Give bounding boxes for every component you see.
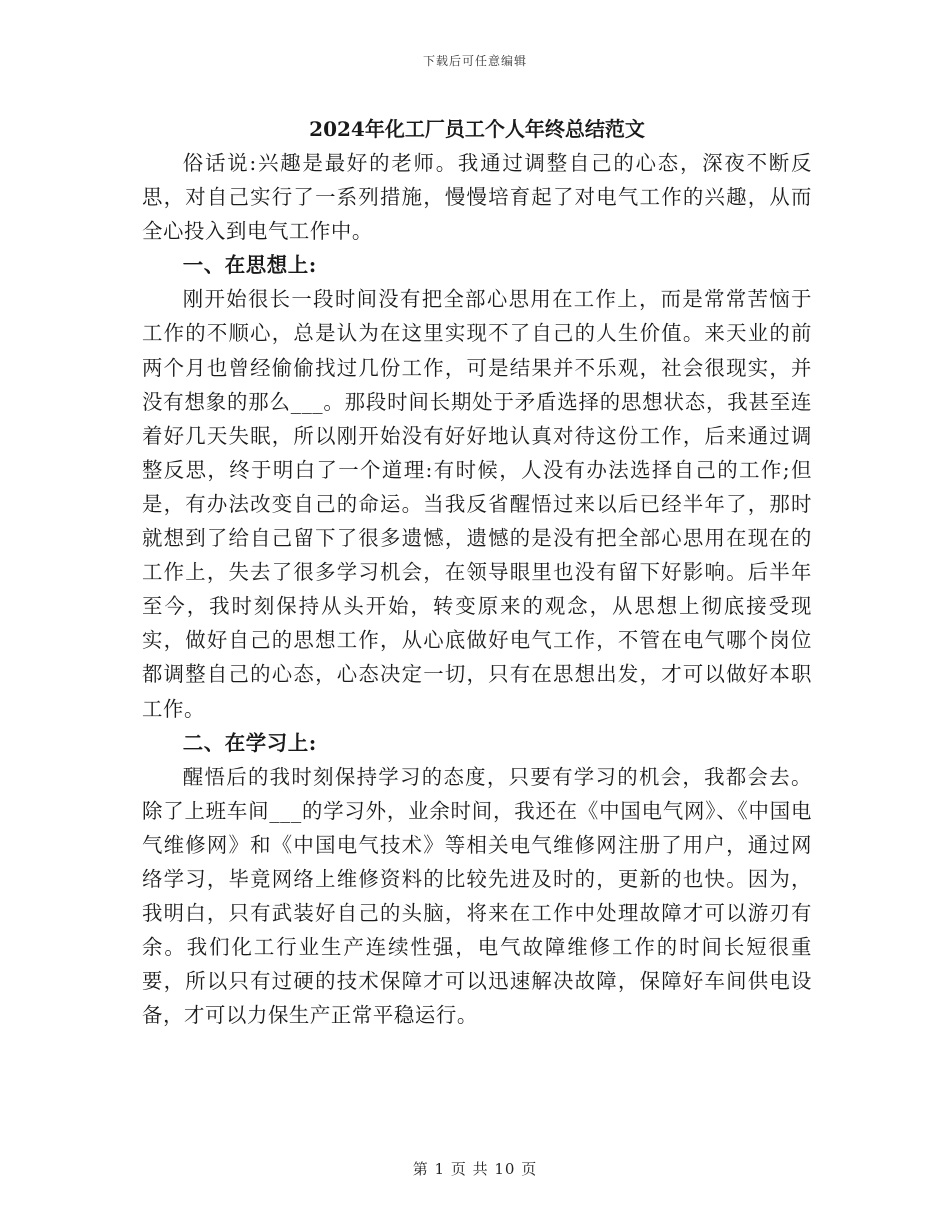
section-body-study: 醒悟后的我时刻保持学习的态度，只要有学习的机会，我都会去。除了上班车间___的学习外，业余时间，我还在《中国电气网》、《中国电气维修网》和《中国电气技术》等相关电气维修网注册了用户，通过网络学习，毕竟网络上维修资料的比较先进及时的，更新的也快。因为，我明白，只有武装好自己的头脑，将来在工作中处理故障才可以游刃有余。我们化工行业生产连续性强，电气故障维修工作的时间长短很重要，所以只有过硬的技术保障才可以迅速解决故障，保障好车间供电设备，才可以力保生产正常平稳运行。: [142, 764, 812, 1028]
page-footer: 第 1 页 共 10 页: [412, 1160, 538, 1178]
header-note: 下载后可任意编辑: [422, 54, 527, 68]
document-body: [142, 112, 812, 1032]
section-body-thought: 刚开始很长一段时间没有把全部心思用在工作上，而是常常苦恼于工作的不顺心，总是认为在这里实现不了自己的人生价值。来天业的前两个月也曾经偷偷找过几份工作，可是结果并不乐观，社会很现实，并没有想象的那么___。那段时间长期处于矛盾选择的思想状态，我甚至连着好几天失眠，所以刚开始没有好好地认真对待这份工作，后来通过调整反思，终于明白了一个道理:有时候，人没有办法选择自己的工作;但是，有办法改变自己的命运。当我反省醒悟过来以后已经半年了，那时就想到了给自己留下了很多遗憾，遗憾的是没有把全部心思用在现在的工作上，失去了很多学习机会，在领导眼里也没有留下好影响。后半年至今，我时刻保持从头开始，转变原来的观念，从思想上彻底接受现实，做好自己的思想工作，从心底做好电气工作，不管在电气哪个岗位都调整自己的心态，心态决定一切，只有在思想出发，才可以做好本职工作。: [142, 287, 812, 721]
intro-paragraph: 俗话说:兴趣是最好的老师。我通过调整自己的心态，深夜不断反思，对自己实行了一系列措施，慢慢培育起了对电气工作的兴趣，从而全心投入到电气工作中。: [142, 151, 812, 244]
section-heading-study: 二、在学习上:: [182, 730, 317, 755]
document-title: 2024年化工厂员工个人年终总结范文: [309, 117, 645, 141]
section-heading-thought: 一、在思想上:: [182, 253, 317, 278]
